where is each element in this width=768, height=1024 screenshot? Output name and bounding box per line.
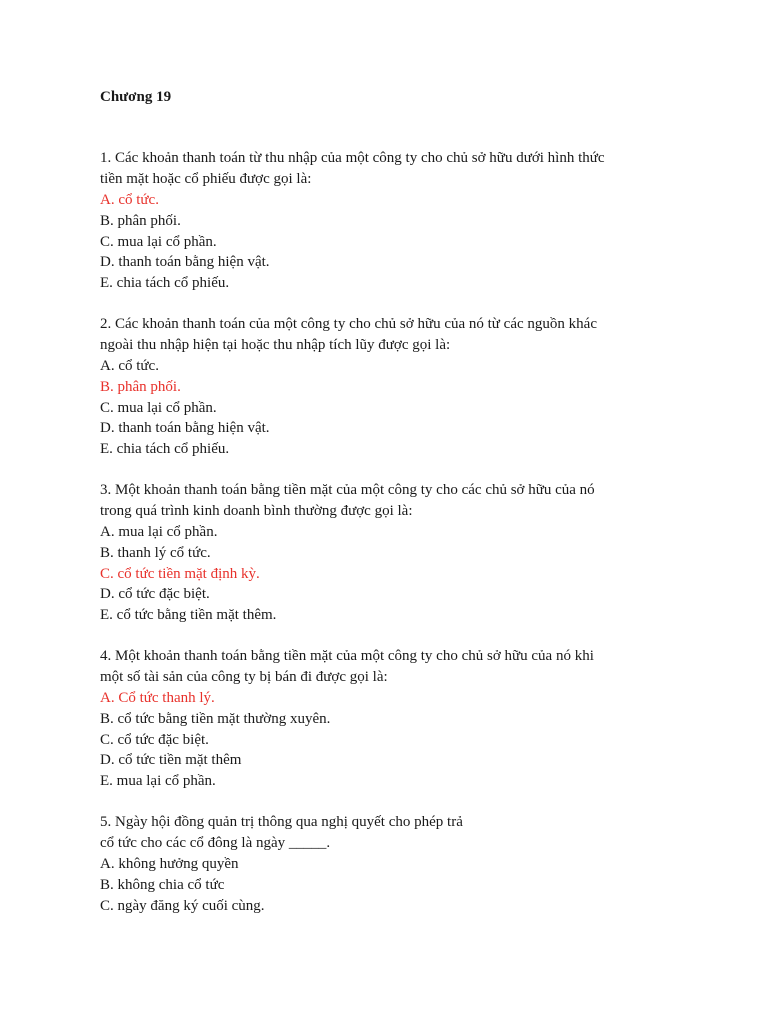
answer-option: A. không hưởng quyền bbox=[100, 855, 239, 872]
answer-option: B. không chia cổ tức bbox=[100, 876, 225, 893]
question-text-line: ngoài thu nhập hiện tại hoặc thu nhập tích lũy được gọi là: bbox=[100, 336, 451, 353]
question-text-line: 3. Một khoản thanh toán bằng tiền mặt của một công ty cho các chủ sở hữu của nó bbox=[100, 481, 595, 498]
question-text-line: trong quá trình kinh doanh bình thường được gọi là: bbox=[100, 502, 413, 519]
question-text-line: 5. Ngày hội đồng quản trị thông qua nghị quyết cho phép trả bbox=[100, 813, 463, 830]
answer-option: C. cổ tức đặc biệt. bbox=[100, 731, 209, 748]
answer-option: E. chia tách cổ phiếu. bbox=[100, 441, 230, 458]
question-text-line: cổ tức cho các cổ đông là ngày _____. bbox=[100, 834, 331, 851]
answer-option: B. phân phối. bbox=[100, 378, 181, 395]
answer-option: C. mua lại cổ phần. bbox=[100, 399, 217, 416]
answer-option: A. cổ tức. bbox=[100, 192, 159, 208]
answer-option: A. Cổ tức thanh lý. bbox=[100, 689, 215, 706]
answer-option: D. thanh toán bằng hiện vật. bbox=[100, 254, 270, 271]
question-2 bbox=[100, 314, 700, 460]
question-text-line: 4. Một khoản thanh toán bằng tiền mặt của một công ty cho chủ sở hữu của nó khi bbox=[100, 647, 594, 664]
question-text-line: 2. Các khoản thanh toán của một công ty cho chủ sở hữu của nó từ các nguồn khác bbox=[100, 315, 597, 332]
answer-option: C. mua lại cổ phần. bbox=[100, 233, 217, 250]
question-3 bbox=[100, 480, 700, 626]
answer-option: B. thanh lý cổ tức. bbox=[100, 544, 211, 561]
answer-option: B. phân phối. bbox=[100, 212, 181, 229]
answer-option: D. thanh toán bằng hiện vật. bbox=[100, 420, 270, 437]
answer-option: A. cổ tức. bbox=[100, 357, 159, 374]
question-text-line: tiền mặt hoặc cổ phiếu được gọi là: bbox=[100, 171, 312, 187]
question-5 bbox=[100, 812, 700, 916]
question-text-line: một số tài sản của công ty bị bán đi được gọi là: bbox=[100, 668, 388, 685]
answer-option: B. cổ tức bằng tiền mặt thường xuyên. bbox=[100, 710, 331, 727]
answer-option: E. mua lại cổ phần. bbox=[100, 773, 216, 790]
answer-option: E. chia tách cổ phiếu. bbox=[100, 275, 230, 292]
chapter-title: Chương 19 bbox=[100, 89, 172, 105]
answer-option: D. cổ tức đặc biệt. bbox=[100, 586, 210, 603]
question-text-line: 1. Các khoản thanh toán từ thu nhập của một công ty cho chủ sở hữu dưới hình thức bbox=[100, 150, 605, 166]
answer-option: C. cổ tức tiền mặt định kỳ. bbox=[100, 565, 260, 582]
answer-option: E. cổ tức bằng tiền mặt thêm. bbox=[100, 607, 277, 624]
document-page bbox=[100, 86, 700, 936]
question-4 bbox=[100, 646, 700, 792]
answer-option: D. cổ tức tiền mặt thêm bbox=[100, 752, 242, 769]
answer-option: C. ngày đăng ký cuối cùng. bbox=[100, 897, 265, 914]
answer-option: A. mua lại cổ phần. bbox=[100, 523, 218, 540]
question-1 bbox=[100, 148, 700, 294]
